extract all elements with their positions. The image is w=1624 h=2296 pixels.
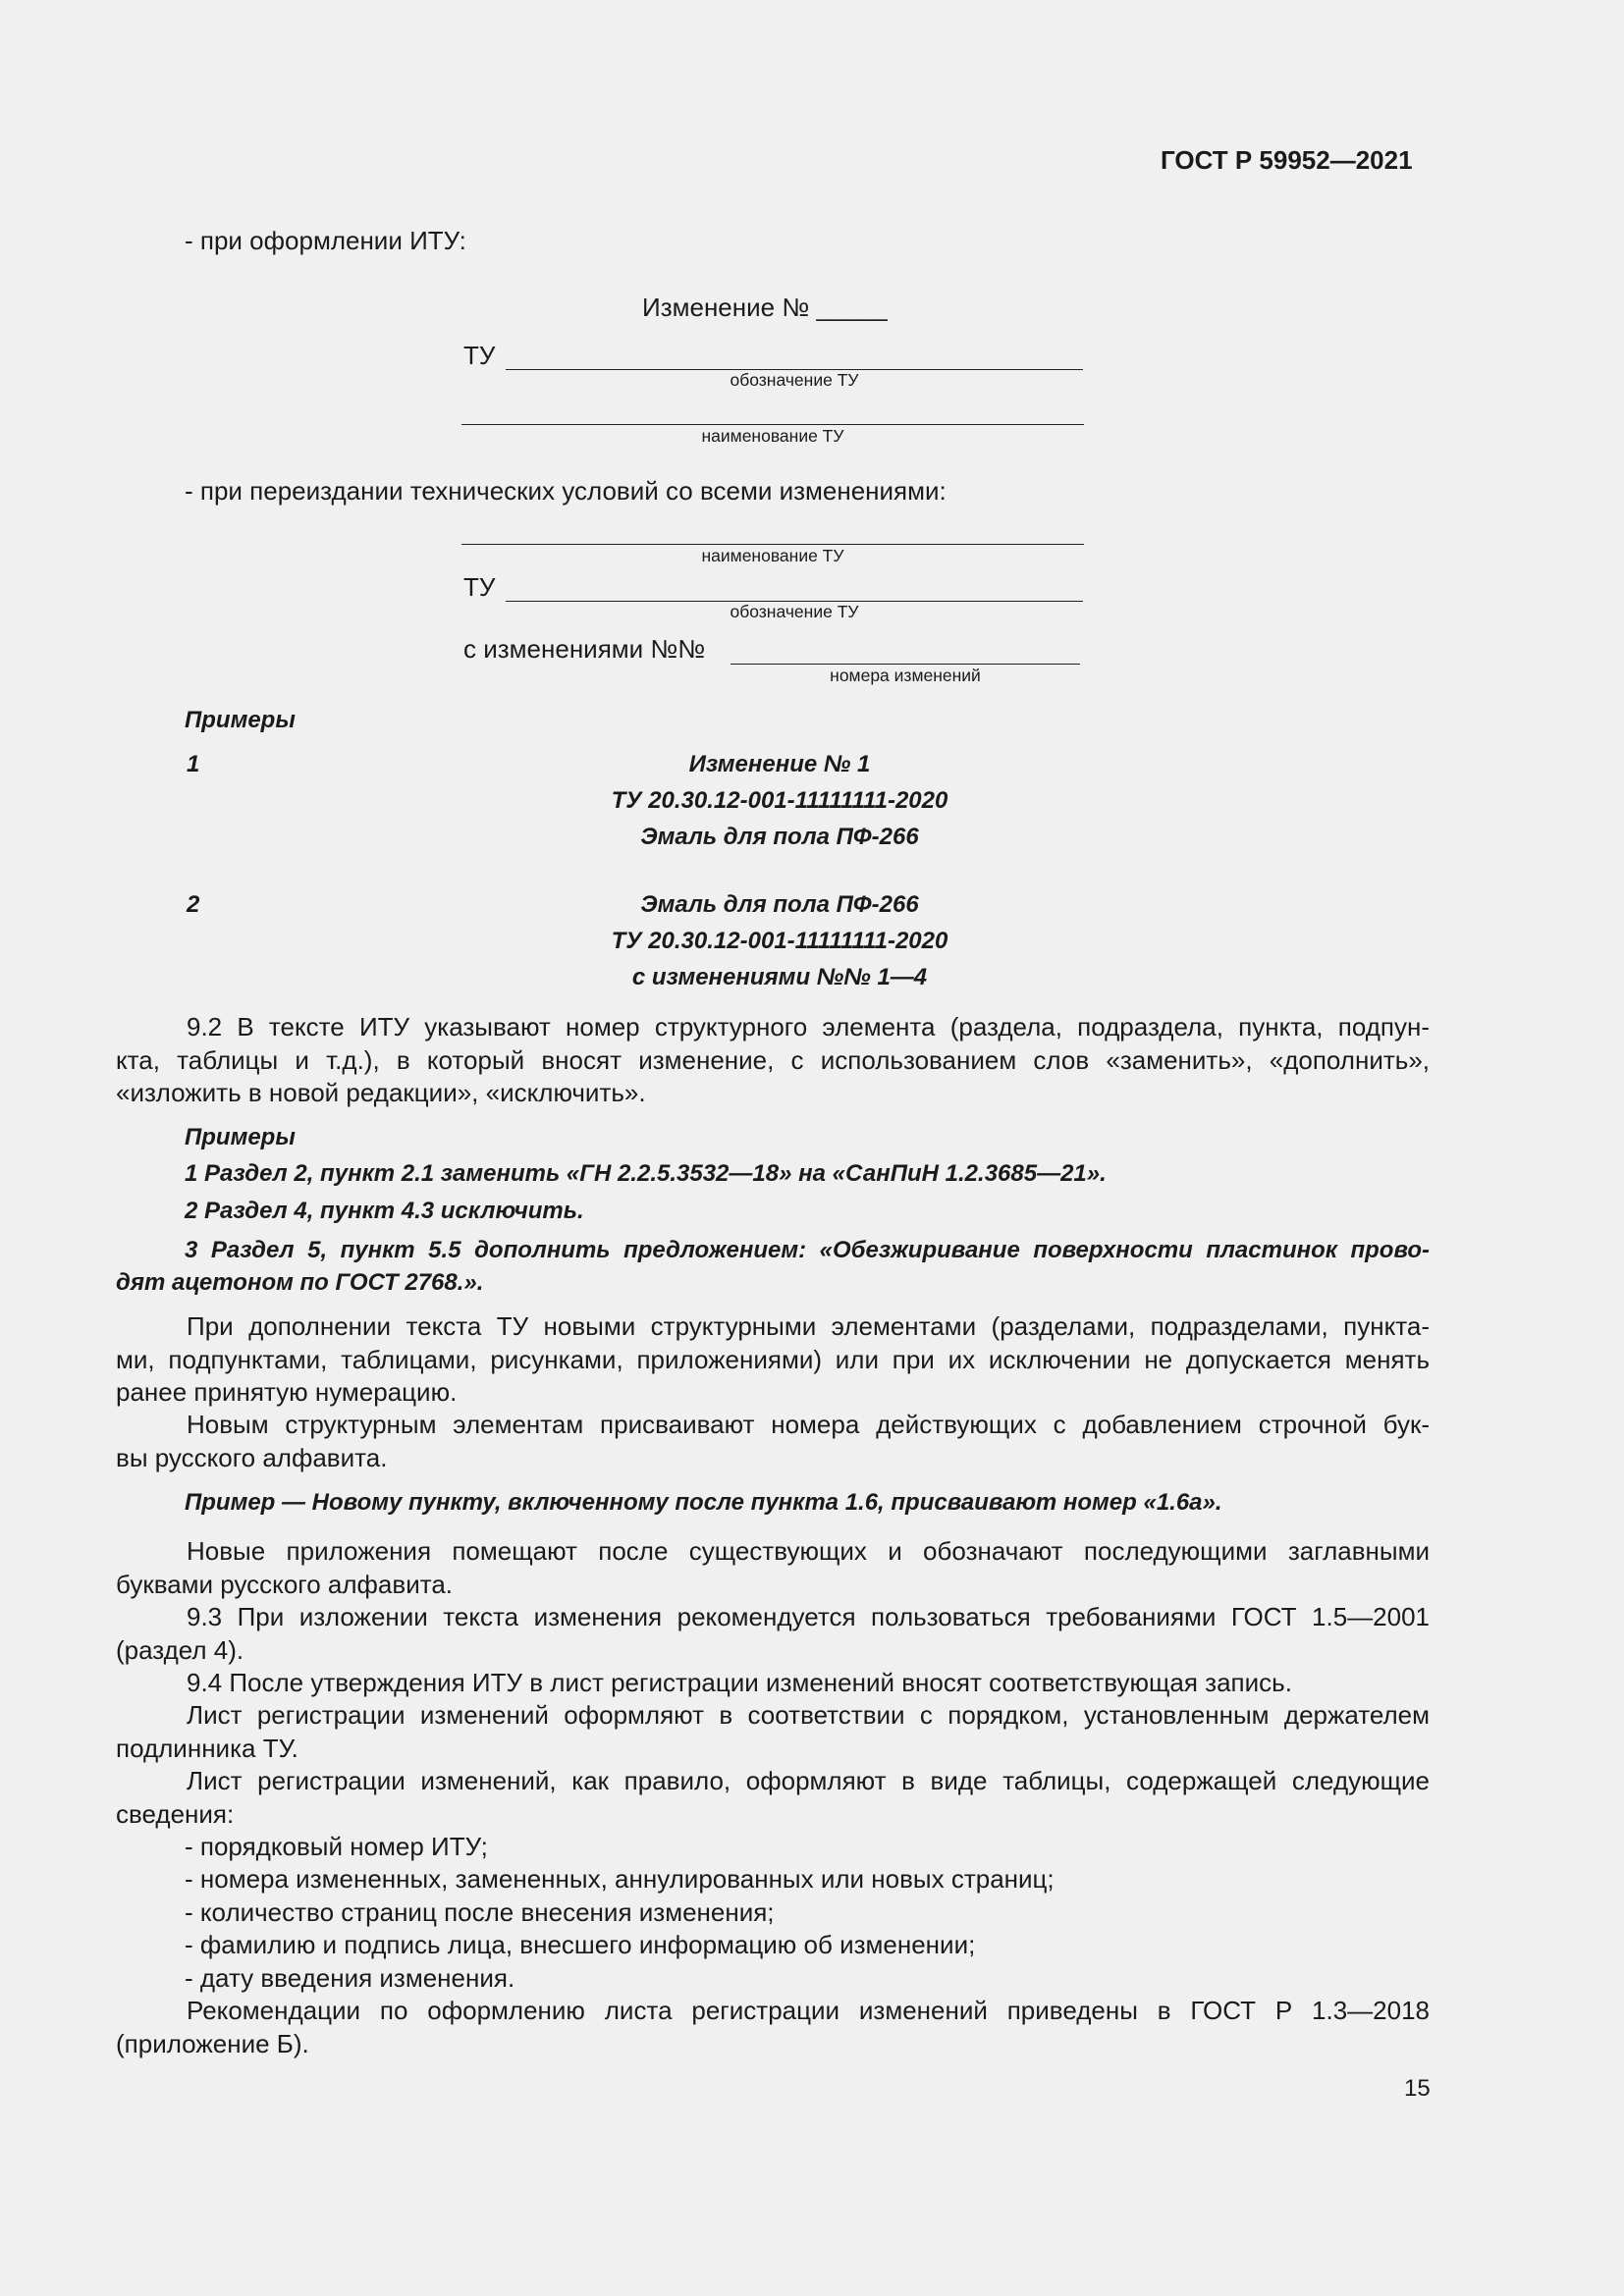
paragraph-new-elements: [116, 1409, 1430, 1474]
paragraph-9-2-line1: 9.2 В тексте ИТУ указывают номер структурного элемента (раздела, подраздела, пункта, подпун-: [187, 1012, 1430, 1041]
paragraph-recommendations-line2: (приложение Б).: [116, 2028, 309, 2058]
list-item: - фамилию и подпись лица, внесшего информацию об изменении;: [185, 1930, 976, 1959]
examples2-item3-line1: 3 Раздел 5, пункт 5.5 дополнить предложением: «Обезжиривание поверхности пластинок прово-: [185, 1237, 1430, 1263]
page-number: 15: [1404, 2075, 1431, 2102]
paragraph-additions: [116, 1310, 1430, 1410]
example1-line1: Изменение № 1: [688, 751, 871, 777]
paragraph-table: [116, 1765, 1430, 1831]
paragraph-sheet-line1: Лист регистрации изменений оформляют в соответствии с порядком, установленным держателем: [187, 1700, 1430, 1730]
list-item: - номера измененных, замененных, аннулированных или новых страниц;: [185, 1864, 1055, 1894]
examples2-heading: Примеры: [185, 1124, 296, 1150]
paragraph-9-4: [116, 1667, 1430, 1700]
form1-name-caption: наименование ТУ: [701, 426, 844, 446]
example2-line2: ТУ 20.30.12-001-11111111-2020: [611, 928, 948, 954]
paragraph-9-2-line2: кта, таблицы и т.д.), в который вносят изменение, с использованием слов «заменить», «дополнить»,: [116, 1044, 1430, 1075]
form2-tu-label: ТУ: [463, 572, 496, 602]
paragraph-recommendations: [116, 1995, 1430, 2060]
example1-line3: Эмаль для пола ПФ-266: [640, 824, 919, 850]
examples2-item2: 2 Раздел 4, пункт 4.3 исключить.: [185, 1198, 584, 1224]
example1-line2: ТУ 20.30.12-001-11111111-2020: [611, 787, 948, 814]
form2-designation-caption: обозначение ТУ: [730, 602, 859, 621]
paragraph-9-3-line1: 9.3 При изложении текста изменения рекомендуется пользоваться требованиями ГОСТ 1.5—2001: [187, 1602, 1430, 1631]
paragraph-additions-line2: ми, подпунктами, таблицами, рисунками, приложениями) или при их исключении не допускается менять: [116, 1344, 1430, 1374]
example1-number: 1: [187, 751, 200, 777]
paragraph-sheet-line2: подлинника ТУ.: [116, 1733, 298, 1763]
paragraph-9-2-line3: «изложить в новой редакции», «исключить».: [116, 1078, 646, 1107]
examples-heading: Примеры: [185, 707, 296, 733]
form2-changes-caption: номера изменений: [830, 666, 981, 685]
itu-intro: - при оформлении ИТУ:: [185, 226, 466, 255]
paragraph-additions-line1: При дополнении текста ТУ новыми структурными элементами (разделами, подразделами, пункта-: [187, 1311, 1430, 1341]
list-item: - дату введения изменения.: [185, 1963, 515, 1993]
reissue-intro: - при переиздании технических условий со всеми изменениями:: [185, 476, 947, 506]
form2-changes-line: [731, 664, 1080, 665]
form1-designation-caption: обозначение ТУ: [730, 370, 859, 390]
examples2-item3-line2: дят ацетоном по ГОСТ 2768.».: [116, 1269, 484, 1296]
document-code: ГОСТ Р 59952—2021: [1161, 145, 1413, 175]
paragraph-additions-line3: ранее принятую нумерацию.: [116, 1377, 458, 1407]
example-new-item: Пример — Новому пункту, включенному после пункта 1.6, присваивают номер «1.6а».: [185, 1489, 1222, 1516]
paragraph-9-2: [116, 1011, 1430, 1110]
example2-number: 2: [187, 891, 200, 918]
list-item: - количество страниц после внесения изменения;: [185, 1897, 775, 1927]
paragraph-9-4-text: 9.4 После утверждения ИТУ в лист регистрации изменений вносят соответствующая запись.: [187, 1668, 1292, 1697]
form2-name-line: [461, 544, 1084, 545]
form1-tu-label: ТУ: [463, 341, 496, 370]
form2-changes-label: с изменениями №№: [463, 634, 706, 664]
paragraph-annexes: [116, 1535, 1430, 1601]
paragraph-recommendations-line1: Рекомендации по оформлению листа регистрации изменений приведены в ГОСТ Р 1.3—2018: [187, 1996, 1430, 2025]
paragraph-new-elements-line2: вы русского алфавита.: [116, 1442, 388, 1472]
examples2-item1: 1 Раздел 2, пункт 2.1 заменить «ГН 2.2.5.3532—18» на «СанПиН 1.2.3685—21».: [185, 1160, 1107, 1187]
paragraph-sheet: [116, 1699, 1430, 1765]
example2-line3: с изменениями №№ 1—4: [631, 964, 928, 990]
paragraph-9-3-line2: (раздел 4).: [116, 1634, 244, 1665]
paragraph-table-line1: Лист регистрации изменений, как правило, оформляют в виде таблицы, содержащей следующие: [187, 1766, 1430, 1795]
paragraph-table-line2: сведения:: [116, 1798, 235, 1829]
paragraph-new-elements-line1: Новым структурным элементам присваивают номера действующих с добавлением строчной бук-: [187, 1410, 1430, 1439]
form1-name-line: [461, 424, 1084, 425]
paragraph-annexes-line2: буквами русского алфавита.: [116, 1569, 454, 1599]
example2-line1: Эмаль для пола ПФ-266: [640, 891, 919, 918]
form2-name-caption: наименование ТУ: [701, 546, 844, 565]
examples2-item3: [116, 1234, 1430, 1299]
form1-title: Изменение № _____: [642, 293, 888, 322]
paragraph-9-3: [116, 1601, 1430, 1667]
list-item: - порядковый номер ИТУ;: [185, 1832, 488, 1861]
paragraph-annexes-line1: Новые приложения помещают после существующих и обозначают последующими заглавными: [187, 1536, 1430, 1566]
